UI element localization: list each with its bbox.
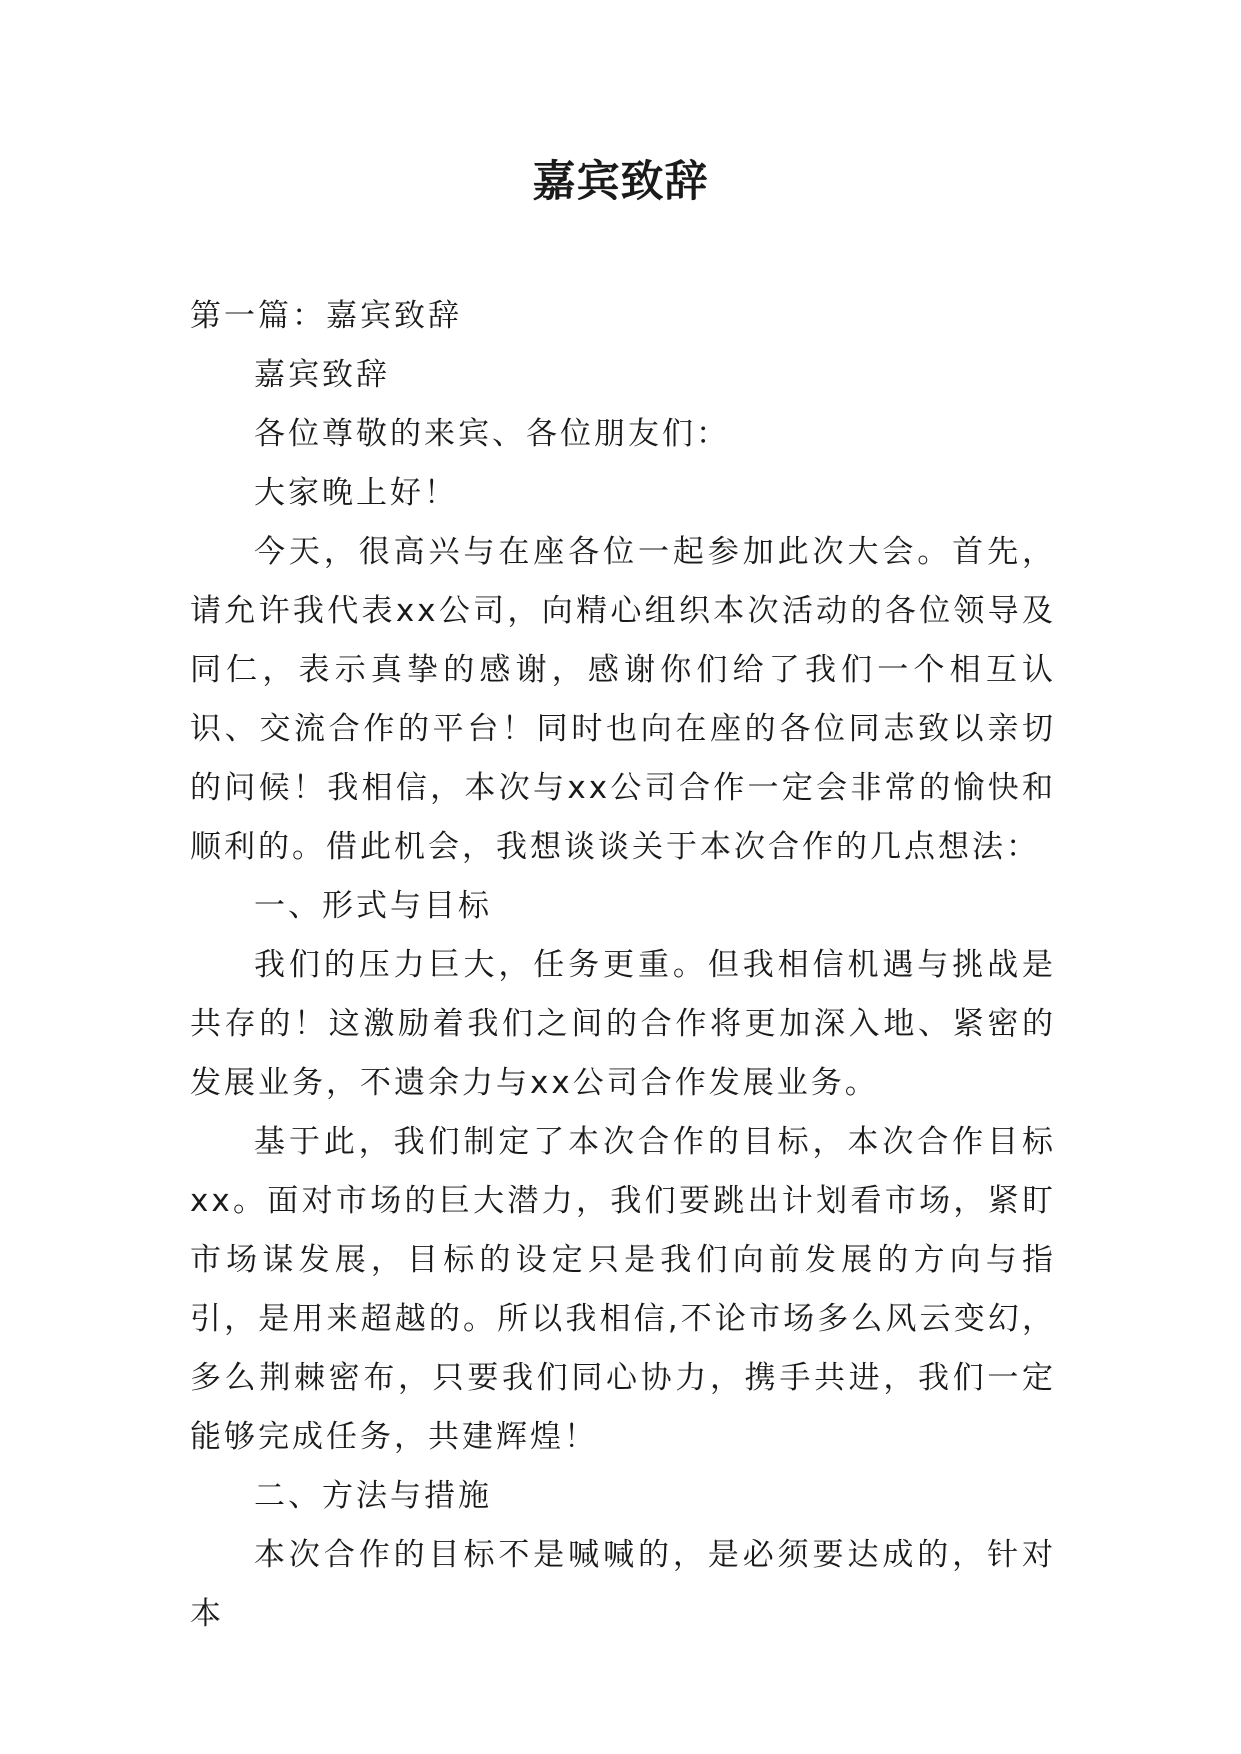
document-body xyxy=(190,287,1056,1644)
paragraph-opening: 今天，很高兴与在座各位一起参加此次大会。首先，请允许我代表xx公司，向精心组织本次活动的各位领导及同仁，表示真挚的感谢，感谢你们给了我们一个相互认识、交流合作的平台！同时也向在座的各位同志致以亲切的问候！我相信，本次与xx公司合作一定会非常的愉快和顺利的。借此机会，我想谈谈关于本次合作的几点想法： xyxy=(190,534,1056,865)
section-label: 第一篇：嘉宾致辞 xyxy=(190,298,462,334)
greeting: 大家晚上好！ xyxy=(254,475,458,511)
paragraph-pressure: 我们的压力巨大，任务更重。但我相信机遇与挑战是共存的！这激励着我们之间的合作将更加深入地、紧密的发展业务，不遗余力与xx公司合作发展业务。 xyxy=(190,947,1056,1101)
section-heading-1: 一、形式与目标 xyxy=(254,888,492,924)
paragraph-methods: 本次合作的目标不是喊喊的，是必须要达成的，针对本 xyxy=(190,1537,1056,1632)
salutation: 各位尊敬的来宾、各位朋友们： xyxy=(254,416,730,452)
document-title: 嘉宾致辞 xyxy=(532,157,709,207)
section-heading-2: 二、方法与措施 xyxy=(254,1478,492,1514)
sub-title: 嘉宾致辞 xyxy=(254,357,390,393)
paragraph-goals: 基于此，我们制定了本次合作的目标，本次合作目标xx。面对市场的巨大潜力，我们要跳出计划看市场，紧盯市场谋发展，目标的设定只是我们向前发展的方向与指引，是用来超越的。所以我相信,不论市场多么风云变幻，多么荆棘密布，只要我们同心协力，携手共进，我们一定能够完成任务，共建辉煌！ xyxy=(190,1124,1056,1455)
